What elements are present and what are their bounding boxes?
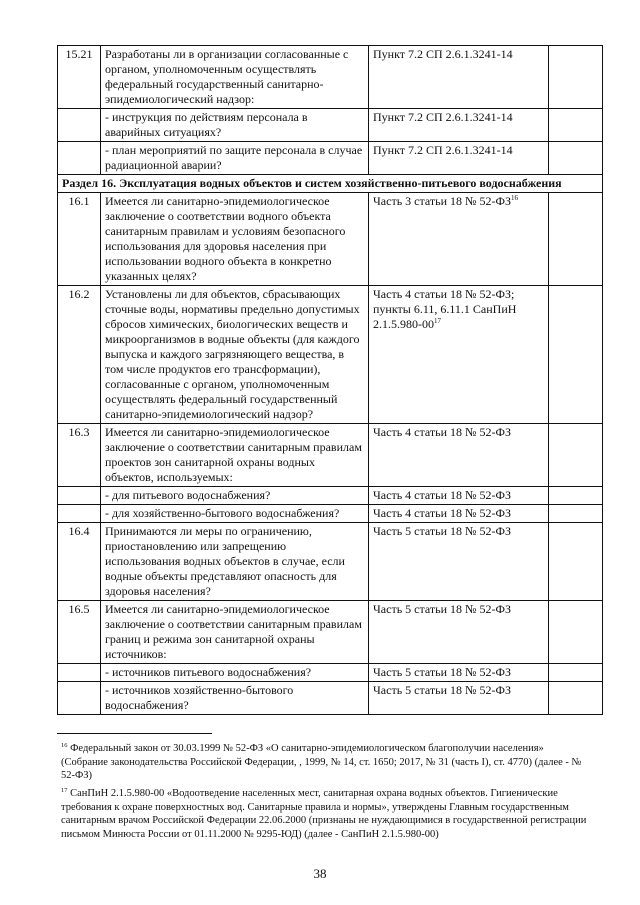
requirement-question: - для хозяйственно-бытового водоснабжения? xyxy=(101,505,369,523)
answer-cell xyxy=(549,109,603,142)
item-number: 16.4 xyxy=(58,523,101,601)
item-number xyxy=(58,487,101,505)
reference-text: Часть 4 статьи 18 № 52-ФЗ xyxy=(373,488,511,502)
table-row xyxy=(58,523,603,601)
item-number xyxy=(58,109,101,142)
legal-reference xyxy=(369,286,549,424)
answer-cell xyxy=(549,601,603,664)
legal-reference xyxy=(369,664,549,682)
section-heading: Раздел 16. Эксплуатация водных объектов и систем хозяйственно-питьевого водоснабжения xyxy=(58,175,603,193)
requirement-question: - инструкция по действиям персонала в аварийных ситуациях? xyxy=(101,109,369,142)
reference-text: Пункт 7.2 СП 2.6.1.3241-14 xyxy=(373,110,513,124)
reference-text: Часть 4 статьи 18 № 52-ФЗ xyxy=(373,425,511,439)
item-number: 16.3 xyxy=(58,424,101,487)
reference-text: Часть 3 статьи 18 № 52-ФЗ xyxy=(373,194,511,208)
table-row xyxy=(58,46,603,109)
legal-reference xyxy=(369,46,549,109)
table-row xyxy=(58,193,603,286)
answer-cell xyxy=(549,523,603,601)
answer-cell xyxy=(549,286,603,424)
item-number xyxy=(58,682,101,715)
table-row xyxy=(58,487,603,505)
legal-reference xyxy=(369,109,549,142)
table-row xyxy=(58,424,603,487)
reference-text: Пункт 7.2 СП 2.6.1.3241-14 xyxy=(373,47,513,61)
answer-cell xyxy=(549,193,603,286)
item-number: 16.1 xyxy=(58,193,101,286)
requirement-question: - план мероприятий по защите персонала в случае радиационной аварии? xyxy=(101,142,369,175)
table-row xyxy=(58,682,603,715)
reference-text: Часть 5 статьи 18 № 52-ФЗ xyxy=(373,524,511,538)
requirement-question: Принимаются ли меры по ограничению, приостановлению или запрещению использования водных объектов в случае, если водные объекты представляют опасность для здоровья населения? xyxy=(101,523,369,601)
footnote-marker: 17 xyxy=(434,317,441,325)
answer-cell xyxy=(549,142,603,175)
footnote-separator xyxy=(57,733,212,734)
legal-reference xyxy=(369,142,549,175)
table-row xyxy=(58,601,603,664)
reference-text: Часть 4 статьи 18 № 52-ФЗ; пункты 6.11, 6.11.1 СанПиН 2.1.5.980-00 xyxy=(373,287,517,331)
requirement-question: - для питьевого водоснабжения? xyxy=(101,487,369,505)
section-row xyxy=(58,175,603,193)
legal-reference xyxy=(369,505,549,523)
answer-cell xyxy=(549,424,603,487)
answer-cell xyxy=(549,505,603,523)
table-row xyxy=(58,142,603,175)
table-row xyxy=(58,664,603,682)
legal-reference xyxy=(369,193,549,286)
reference-text: Часть 4 статьи 18 № 52-ФЗ xyxy=(373,506,511,520)
legal-reference xyxy=(369,487,549,505)
legal-reference xyxy=(369,523,549,601)
reference-text: Часть 5 статьи 18 № 52-ФЗ xyxy=(373,602,511,616)
table-row xyxy=(58,109,603,142)
item-number xyxy=(58,142,101,175)
legal-reference xyxy=(369,424,549,487)
reference-text: Пункт 7.2 СП 2.6.1.3241-14 xyxy=(373,143,513,157)
requirement-question: Установлены ли для объектов, сбрасывающих сточные воды, нормативы предельно допустимых сбросов химических, биологических веществ и микроорганизмов в водные объекты (для каждого выпуска и каждого загрязняющего вещества, в том числе продуктов его трансформации), согласованные с органом, уполномоченным осуществлять федеральный государственный санитарно-эпидемиологический надзор? xyxy=(101,286,369,424)
table-row xyxy=(58,286,603,424)
item-number: 15.21 xyxy=(58,46,101,109)
requirement-question: Имеется ли санитарно-эпидемиологическое заключение о соответствии санитарным правилам проектов зон санитарной охраны водных объектов, используемых: xyxy=(101,424,369,487)
answer-cell xyxy=(549,664,603,682)
legal-reference xyxy=(369,682,549,715)
item-number xyxy=(58,664,101,682)
answer-cell xyxy=(549,487,603,505)
legal-reference xyxy=(369,601,549,664)
requirement-question: - источников хозяйственно-бытового водоснабжения? xyxy=(101,682,369,715)
table-row xyxy=(58,505,603,523)
requirement-question: Разработаны ли в организации согласованные с органом, уполномоченным осуществлять федеральный государственный санитарно-эпидемиологический надзор: xyxy=(101,46,369,109)
reference-text: Часть 5 статьи 18 № 52-ФЗ xyxy=(373,683,511,697)
answer-cell xyxy=(549,46,603,109)
checklist-table xyxy=(57,45,603,715)
requirement-question: - источников питьевого водоснабжения? xyxy=(101,664,369,682)
reference-text: Часть 5 статьи 18 № 52-ФЗ xyxy=(373,665,511,679)
item-number: 16.2 xyxy=(58,286,101,424)
footnote-17: $^{17}$ СанПиН 2.1.5.980-00 «Водоотведение населенных мест, санитарная охрана водных объектов. Гигиенические требования к охране поверхностных вод. Санитарные правила и нормы», утверждены Главным государственным санитарным врачом Российской Федерации 22.06.2000 (признаны не нуждающимися в государственной регистрации письмом Минюста России от 01.11.2000 № 9295-ЮД) (далее - СанПиН 2.1.5.980-00) xyxy=(61,787,587,840)
page-number: 38 xyxy=(313,866,327,881)
requirement-question: Имеется ли санитарно-эпидемиологическое заключение о соответствии водного объекта санитарным правилам и условиям безопасного использования для здоровья населения при использовании водного объекта в конкретно указанных целях? xyxy=(101,193,369,286)
footnote-marker: 16 xyxy=(510,194,518,202)
requirement-question: Имеется ли санитарно-эпидемиологическое заключение о соответствии санитарным правилам границ и режима зон санитарной охраны источников: xyxy=(101,601,369,664)
item-number: 16.5 xyxy=(58,601,101,664)
footnote-16: $^{16}$ Федеральный закон от 30.03.1999 № 52-ФЗ «О санитарно-эпидемиологическом благополучии населения» (Собрание законодательства Российской Федерации, , 1999, № 14, ст. 1650; 2017, № 31 (часть I), ст. 4770) (далее - № 52-ФЗ) xyxy=(61,742,582,781)
item-number xyxy=(58,505,101,523)
answer-cell xyxy=(549,682,603,715)
